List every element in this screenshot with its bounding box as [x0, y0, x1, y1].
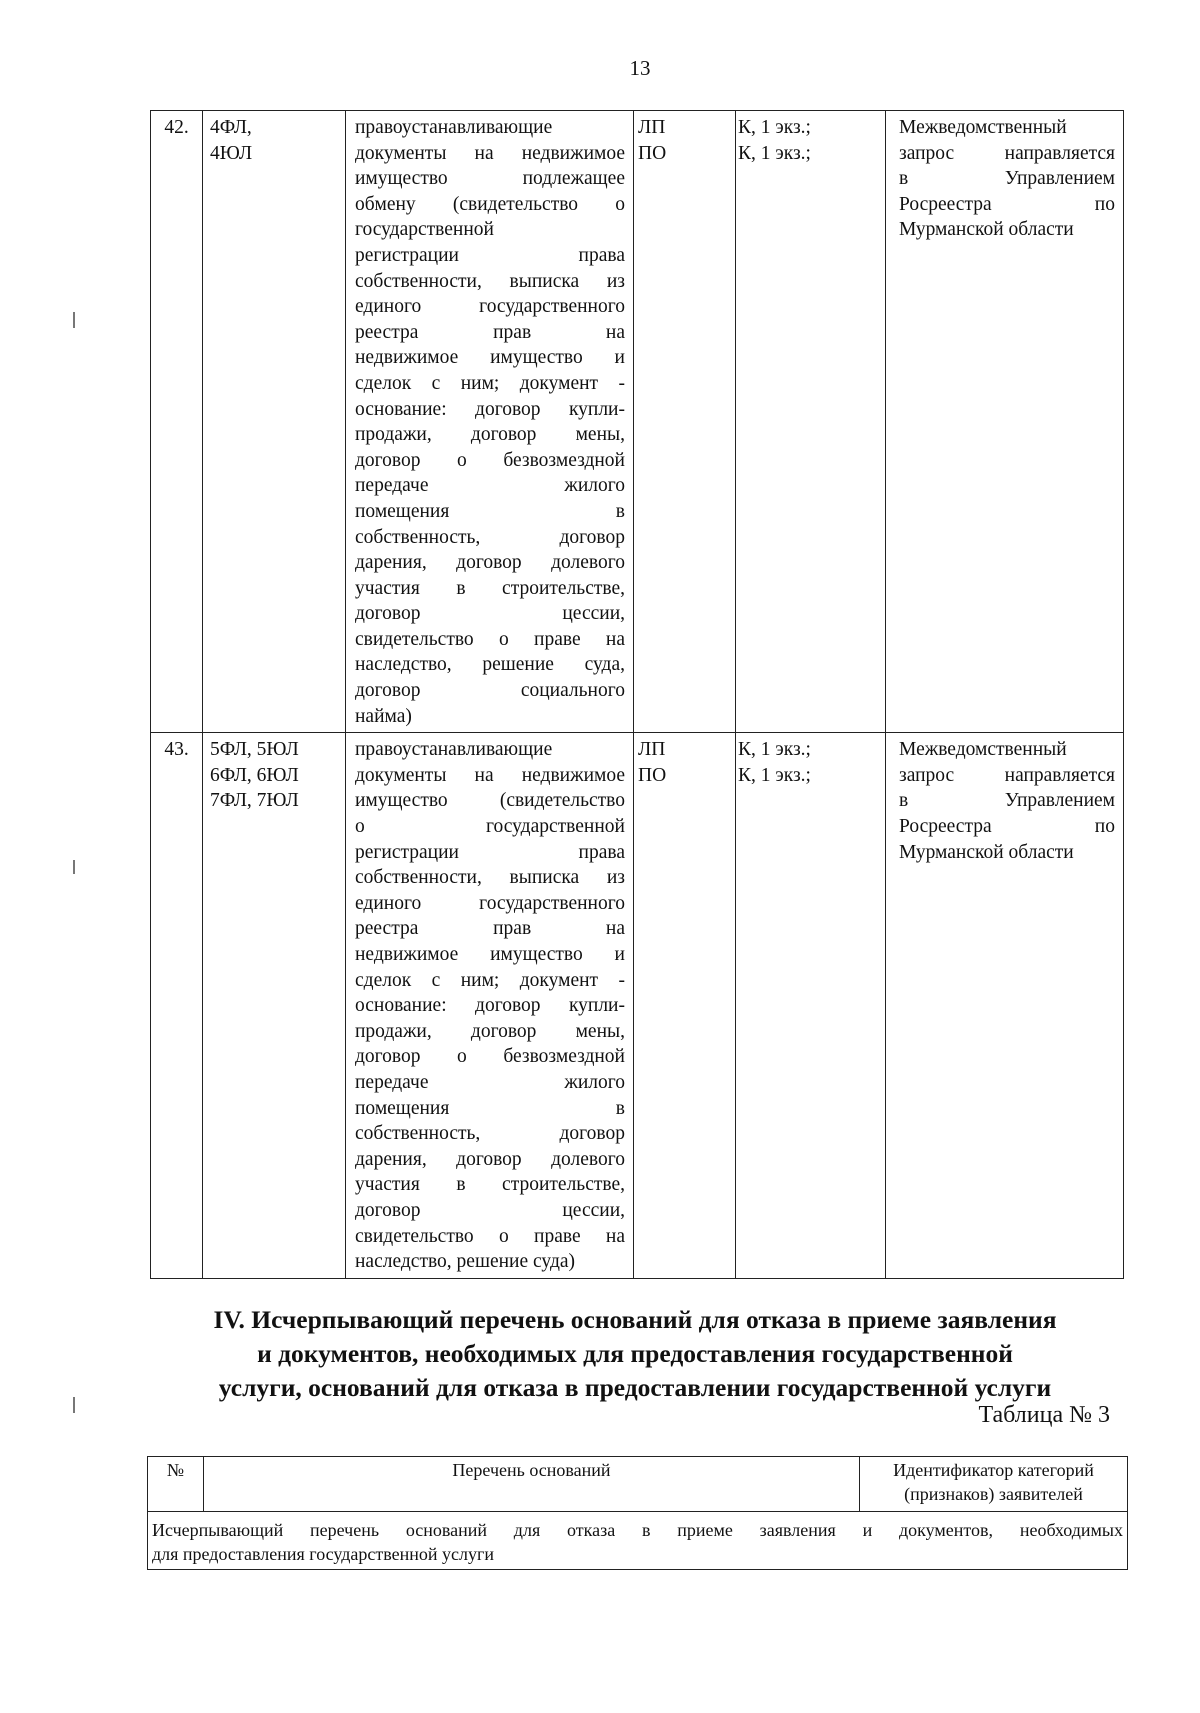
- document-line: собственность, договор: [355, 526, 625, 548]
- category-line: 4ФЛ,: [210, 117, 252, 138]
- category-line: 7ФЛ, 7ЮЛ: [210, 790, 299, 812]
- document-line: имущество подлежащее: [355, 168, 625, 190]
- category-list: [210, 737, 338, 814]
- count-line: К, 1 экз.;: [738, 117, 811, 138]
- document-line: договор о безвозмездной: [355, 1046, 625, 1068]
- document-line: правоустанавливающие: [355, 117, 553, 138]
- count-line: К, 1 экз.;: [738, 739, 811, 761]
- document-line: дарения, договор долевого: [355, 1148, 625, 1170]
- document-line: дарения, договор долевого: [355, 552, 625, 574]
- document-line: собственность, договор: [355, 1123, 625, 1145]
- section-span-row: [148, 1512, 1128, 1570]
- document-line: документы на недвижимое: [355, 764, 625, 786]
- count-line: К, 1 экз.;: [738, 764, 811, 786]
- form-line: ПО: [638, 764, 667, 786]
- document-line: единого государственного: [355, 296, 625, 318]
- category-line: 6ФЛ, 6ЮЛ: [210, 764, 299, 786]
- copies-count: [736, 111, 886, 733]
- document-text: [355, 737, 625, 1274]
- document-line: недвижимое имущество и: [355, 347, 625, 369]
- form-line: ЛП: [638, 117, 666, 138]
- scan-margin-mark: [73, 1397, 75, 1413]
- form-list: [638, 115, 728, 166]
- document-line: правоустанавливающие: [355, 739, 553, 761]
- document-line: собственности, выписка из: [355, 867, 625, 889]
- document-line: сделок с ним; документ -: [355, 372, 625, 394]
- header-number: №: [148, 1457, 204, 1512]
- document-form: [634, 733, 736, 1278]
- document-line: участия в строительстве,: [355, 1174, 625, 1196]
- row-number: 42.: [151, 111, 203, 733]
- reasons-table: [147, 1456, 1128, 1570]
- note-text: [899, 737, 1115, 865]
- note-line: Межведомственный: [899, 739, 1067, 761]
- header-reasons-list: Перечень оснований: [204, 1457, 860, 1512]
- document-line: сделок с ним; документ -: [355, 969, 625, 991]
- document-line: передаче жилого: [355, 1071, 625, 1093]
- count-line: К, 1 экз.;: [738, 142, 811, 164]
- document-line: свидетельство о праве на: [355, 1225, 625, 1247]
- form-line: ПО: [638, 142, 667, 164]
- span-line: для предоставления государственной услуги: [152, 1544, 495, 1564]
- document-line: имущество (свидетельство: [355, 790, 625, 812]
- table-row: [151, 111, 1124, 733]
- note-line: Росреестра по: [899, 193, 1115, 215]
- page-number: 13: [629, 56, 651, 80]
- document-line: договор цессии,: [355, 1199, 625, 1221]
- document-line: свидетельство о праве на: [355, 628, 625, 650]
- heading-line: и документов, необходимых для предоставления государственной: [257, 1339, 1013, 1368]
- document-line: единого государственного: [355, 892, 625, 914]
- document-line: помещения в: [355, 500, 625, 522]
- document-line: регистрации права: [355, 841, 625, 863]
- header-line: Идентификатор категорий: [893, 1460, 1094, 1480]
- document-line: реестра прав на: [355, 918, 625, 940]
- row-number: 43.: [151, 733, 203, 1278]
- document-line: государственной: [355, 219, 494, 241]
- interagency-note: [886, 111, 1124, 733]
- category-line: 4ЮЛ: [210, 142, 253, 164]
- document-line: продажи, договор мены,: [355, 1020, 625, 1042]
- span-line: Исчерпывающий перечень оснований для отказа в приеме заявления и документов, необходимых: [152, 1520, 1123, 1540]
- heading-line: услуги, оснований для отказа в предоставлении государственной услуги: [218, 1373, 1052, 1402]
- document-line: участия в строительстве,: [355, 577, 625, 599]
- note-line: запрос направляется: [899, 764, 1115, 786]
- document-line: реестра прав на: [355, 321, 625, 343]
- scan-margin-mark: [73, 312, 75, 328]
- document-line: найма): [355, 705, 412, 727]
- note-line: Мурманской области: [899, 219, 1074, 241]
- document-text: [355, 115, 625, 729]
- table-header-row: [148, 1457, 1128, 1512]
- document-form: [634, 111, 736, 733]
- document-line: продажи, договор мены,: [355, 424, 625, 446]
- table-row: [148, 1512, 1128, 1570]
- document-line: договор цессии,: [355, 603, 625, 625]
- count-list: [738, 737, 878, 788]
- note-line: Межведомственный: [899, 117, 1067, 138]
- document-line: передаче жилого: [355, 475, 625, 497]
- table-caption: Таблица № 3: [978, 1402, 1110, 1428]
- document-description: [346, 733, 634, 1278]
- document-line: наследство, решение суда): [355, 1251, 576, 1273]
- copies-count: [736, 733, 886, 1278]
- category-line: 5ФЛ, 5ЮЛ: [210, 739, 299, 761]
- applicant-categories: [203, 111, 346, 733]
- note-line: Росреестра по: [899, 816, 1115, 838]
- document-line: помещения в: [355, 1097, 625, 1119]
- document-line: недвижимое имущество и: [355, 944, 625, 965]
- document-line: основание: договор купли-: [355, 995, 625, 1017]
- category-list: [210, 115, 338, 166]
- table-row: [151, 733, 1124, 1278]
- document-description: [346, 111, 634, 733]
- note-text: [899, 115, 1115, 243]
- note-line: в Управлением: [899, 168, 1115, 190]
- header-applicant-id: [860, 1457, 1128, 1512]
- form-list: [638, 737, 728, 788]
- document-line: договор социального: [355, 680, 625, 702]
- document-line: регистрации права: [355, 244, 625, 266]
- note-line: Мурманской области: [899, 841, 1074, 863]
- document-line: наследство, решение суда,: [355, 654, 625, 676]
- document-line: договор о безвозмездной: [355, 449, 625, 471]
- heading-line: IV. Исчерпывающий перечень оснований для отказа в приеме заявления: [213, 1305, 1057, 1334]
- note-line: запрос направляется: [899, 142, 1115, 164]
- note-line: в Управлением: [899, 790, 1115, 812]
- documents-table: [150, 110, 1124, 1279]
- scan-margin-mark: [73, 860, 75, 874]
- count-list: [738, 115, 878, 166]
- document-line: собственности, выписка из: [355, 270, 625, 292]
- document-line: о государственной: [355, 816, 625, 838]
- header-line: (признаков) заявителей: [904, 1484, 1083, 1504]
- document-line: обмену (свидетельство о: [355, 193, 625, 215]
- applicant-categories: [203, 733, 346, 1278]
- document-line: основание: договор купли-: [355, 398, 625, 420]
- document-line: документы на недвижимое: [355, 142, 625, 164]
- form-line: ЛП: [638, 739, 666, 761]
- section-heading: [140, 1303, 1130, 1405]
- interagency-note: [886, 733, 1124, 1278]
